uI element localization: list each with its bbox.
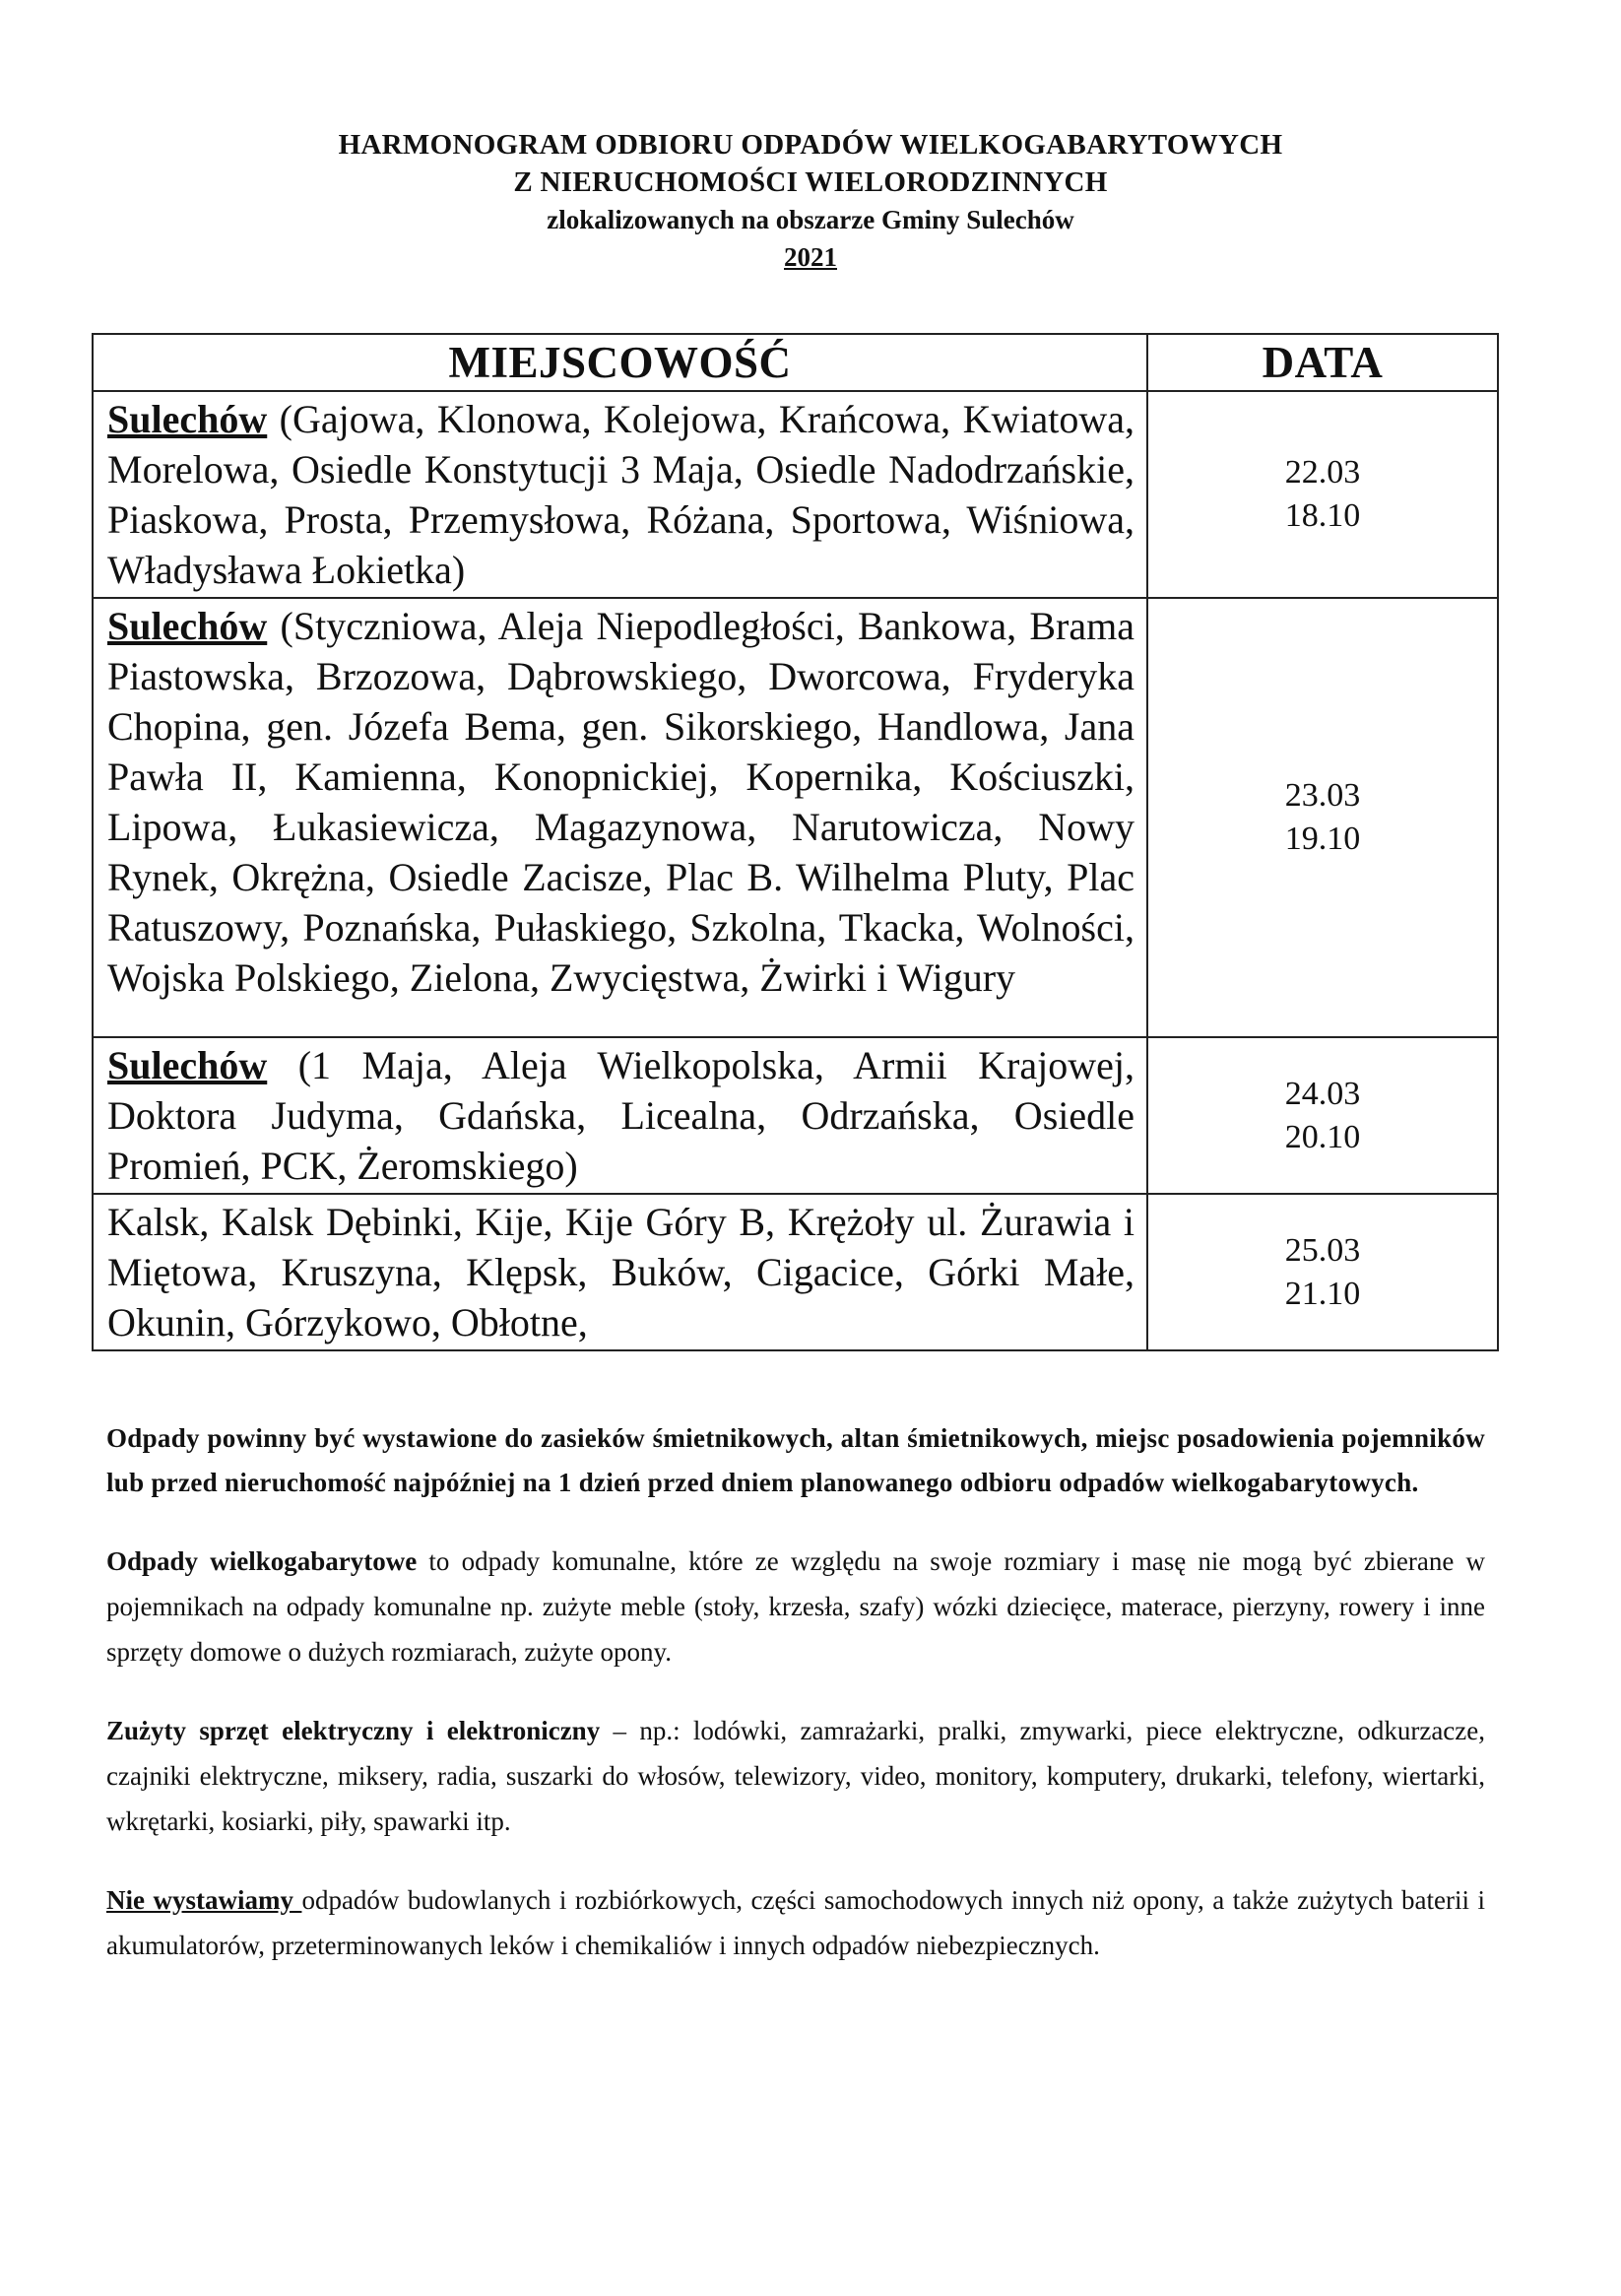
- schedule-table: [92, 333, 1499, 1351]
- title-line-2: Z NIERUCHOMOŚCI WIELORODZINNYCH: [513, 166, 1108, 198]
- date-autumn: 20.10: [1284, 1118, 1361, 1155]
- header-date: DATA: [1147, 334, 1498, 391]
- document-header: [0, 126, 1621, 276]
- date-cell: [1147, 1037, 1498, 1194]
- definition-term: Odpady wielkogabarytowe: [106, 1546, 418, 1576]
- location-cell: [93, 1037, 1147, 1194]
- street-list: Kalsk, Kalsk Dębinki, Kije, Kije Góry B, Krężoły ul. Żurawia i Miętowa, Kruszyna, Klępsk, Buków, Cigacice, Górki Małe, Okunin, Górzykowo, Obłotne,: [107, 1200, 1135, 1345]
- town-name: Sulechów: [107, 604, 268, 648]
- electronics-text: – np.: lodówki, zamrażarki, pralki, zmywarki, piece elektryczne, odkurzacze, czajniki elektryczne, miksery, radia, suszarki do włosów, telewizory, video, monitory, komputery, drukarki, telefony, wiertarki, wkrętarki, kosiarki, piły, spawarki itp.: [106, 1716, 1486, 1836]
- date-autumn: 19.10: [1284, 820, 1361, 857]
- header-location: MIEJSCOWOŚĆ: [93, 334, 1147, 391]
- notice-exclusions: [106, 1877, 1485, 1968]
- notice-placement: Odpady powinny być wystawione do zasieków śmietnikowych, altan śmietnikowych, miejsc posadowienia pojemników lub przed nieruchomość najpóźniej na 1 dzień przed dniem planowanego odbioru odpadów wielkogabarytowych.: [106, 1423, 1485, 1497]
- exclusions-text: odpadów budowlanych i rozbiórkowych, części samochodowych innych niż opony, a także zużytych baterii i akumulatorów, przeterminowanych leków i chemikaliów i innych odpadów niebezpiecznych.: [106, 1885, 1485, 1960]
- date-cell: [1147, 1194, 1498, 1350]
- title-line-1: HARMONOGRAM ODBIORU ODPADÓW WIELKOGABARYTOWYCH: [338, 129, 1283, 161]
- table-header-row: [93, 334, 1498, 391]
- street-list: (1 Maja, Aleja Wielkopolska, Armii Krajowej, Doktora Judyma, Gdańska, Licealna, Odrzańska, Osiedle Promień, PCK, Żeromskiego): [107, 1043, 1135, 1188]
- location-cell: [93, 391, 1147, 598]
- street-list: (Styczniowa, Aleja Niepodległości, Bankowa, Brama Piastowska, Brzozowa, Dąbrowskiego, Dworcowa, Fryderyka Chopina, gen. Józefa Bema, gen. Sikorskiego, Handlowa, Jana Pawła II, Kamienna, Konopnickiej, Kopernika, Kościuszki, Lipowa, Łukasiewicza, Magazynowa, Narutowicza, Nowy Rynek, Okrężna, Osiedle Zacisze, Plac B. Wilhelma Pluty, Plac Ratuszowy, Poznańska, Pułaskiego, Szkolna, Tkacka, Wolności, Wojska Polskiego, Zielona, Zwycięstwa, Żwirki i Wigury: [107, 604, 1135, 1000]
- title-year: 2021: [784, 242, 837, 272]
- exclusions-term: Nie wystawiamy: [106, 1885, 302, 1915]
- location-cell: [93, 1194, 1147, 1350]
- date-spring: 24.03: [1284, 1075, 1361, 1112]
- notice-definition: [106, 1539, 1485, 1674]
- notice-electronics: [106, 1708, 1485, 1844]
- table-row: [93, 1194, 1498, 1350]
- table-row: [93, 1037, 1498, 1194]
- table-row: [93, 598, 1498, 1037]
- town-name: Sulechów: [107, 1043, 268, 1087]
- notes-section: [106, 1416, 1485, 2001]
- street-list: (Gajowa, Klonowa, Kolejowa, Krańcowa, Kwiatowa, Morelowa, Osiedle Konstytucji 3 Maja, Osiedle Nadodrzańskie, Piaskowa, Prosta, Przemysłowa, Różana, Sportowa, Wiśniowa, Władysława Łokietka): [107, 397, 1135, 592]
- date-autumn: 21.10: [1284, 1275, 1361, 1312]
- date-spring: 22.03: [1284, 454, 1361, 491]
- table-row: [93, 391, 1498, 598]
- title-line-3: zlokalizowanych na obszarze Gminy Sulechów: [547, 205, 1074, 234]
- definition-text: to odpady komunalne, które ze względu na swoje rozmiary i masę nie mogą być zbierane w pojemnikach na odpady komunalne np. zużyte meble (stoły, krzesła, szafy) wózki dziecięce, materace, pierzyny, rowery i inne sprzęty domowe o dużych rozmiarach, zużyte opony.: [106, 1546, 1486, 1667]
- date-autumn: 18.10: [1284, 497, 1361, 534]
- date-cell: [1147, 391, 1498, 598]
- date-spring: 23.03: [1284, 777, 1361, 814]
- date-cell: [1147, 598, 1498, 1037]
- location-cell: [93, 598, 1147, 1037]
- town-name: Sulechów: [107, 397, 268, 441]
- date-spring: 25.03: [1284, 1231, 1361, 1269]
- electronics-term: Zużyty sprzęt elektryczny i elektroniczny: [106, 1716, 601, 1745]
